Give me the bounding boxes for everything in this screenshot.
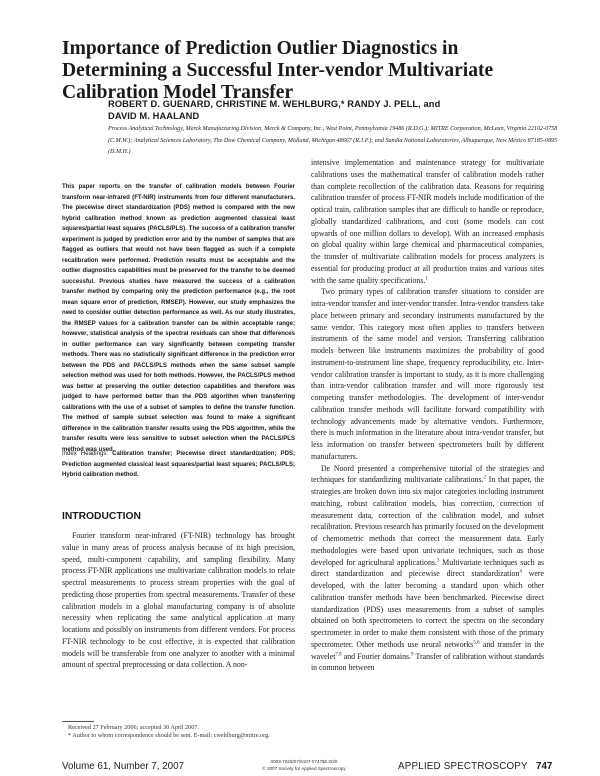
footnote-rule [62, 721, 94, 722]
citation-ref: 2 [483, 475, 486, 481]
p3-text-c: Multivariate techniques such as direct standardization and piecewise direct standardization [311, 557, 544, 579]
footer-volume: Volume 61, Number 7, 2007 [62, 761, 184, 772]
introduction-text [62, 530, 295, 724]
index-headings [62, 449, 295, 487]
paper-title: Importance of Prediction Outlier Diagnostics in Determining a Successful Inter-vendor Multivariate Calibration Model Transfer [62, 38, 494, 103]
copyright-line: © 2007 Society for Applied Spectroscopy [262, 766, 346, 771]
right-paragraph-3 [311, 463, 544, 675]
right-column-text [311, 157, 544, 741]
citation-ref: 3 [436, 557, 440, 563]
citation-ref: 4 [519, 569, 522, 575]
right-paragraph-1-text: intensive implementation and maintenance strategy for multivariate calibrations uses the mathematical transfer of calibration models rather than complete recollection of the calibration data. Reasons for requiring calibration transfer of process FT-NIR models include modification of the optical train, calibration samples that are difficult to handle or reproduce, globally standardized calibrations, and cost (some models can cost upwards of one million dollars to develop). With an increased emphasis on global quality within large chemical and pharmaceutical companies, the transfer of multivariate calibration models for process analyzers is essential for producing product at all production trains and various sites with the same quality specifications. [311, 158, 544, 285]
p3-text-b: In that paper, the strategies are broken down into six major categories including instrument matching, robust calibration models, bias correction, correction of measurement data, correction of the calibration model, and subset recalibration. Previous research has primarily focused on the development of chemometric methods that correct the measurement data. Early methodologies were based upon univariate techniques, such as those developed for agricultural applications. [311, 475, 544, 567]
index-headings-terms: Calibration transfer; Piecewise direct standardization; PDS; Prediction augmented classical least squares/partial least squares; PACLS/PLS; Hybrid calibration method. [62, 451, 295, 478]
author-list [108, 98, 548, 122]
footer-journal-name: APPLIED SPECTROSCOPY [398, 761, 528, 772]
citation-ref: 9 [411, 651, 414, 657]
affiliations: Process Analytical Technology, Merck Manufacturing Division, Merck & Company, Inc., West Point, Pennsylvania 19486 (R.D.G.); MITRE Corporation, McLean, Virginia 22102-0758 (C.M.W.); Analytical Sciences Laboratory, The Dow Chemical Company, Midland, Michigan 48667 (R.J.P.); and Sandia National Laboratories, Albuquerque, New Mexico 87185-0895 (D.M.H.) [108, 126, 558, 155]
introduction-heading: INTRODUCTION [62, 511, 141, 522]
right-paragraph-2: Two primary types of calibration transfer situations to consider are intra-vendor transfer and inter-vendor transfer. Intra-vendor transfers take place between primary and secondary instruments manufactured by the same vendor. This category most often applies to transfers between instruments of the same model and version. Transferring calibration models between like instruments maximizes the probability of good instrument-to-instrument line shape, frequency reproducibility, etc. Inter-vendor calibration transfer is important to study, as it is more challenging than intra-vendor calibration transfer and will more rigorously test competing transfer methodologies. The development of inter-vendor calibration transfer methods will facilitate forward compatibility with technology advancements made by alternative vendors. Furthermore, there is much information in the literature about intra-vendor transfer, but less information on transfer between spectrometers built by different manufacturers. [311, 287, 544, 461]
footnotes [62, 724, 295, 741]
p3-text-e: and transfer in the wavelet [311, 639, 544, 661]
index-headings-label: Index Headings: [62, 451, 109, 457]
citation-ref: 5,6 [473, 640, 480, 646]
footnote-author: * Author to whom correspondence should be sent. E-mail: cwehlburg@mitre.org. [68, 732, 270, 740]
footer-page-number: 747 [536, 761, 553, 772]
abstract: This paper reports on the transfer of calibration models between Fourier transform near-infrared (FT-NIR) instruments from four different manufacturers. The piecewise direct standardization (PDS) method is compared with the new hybrid calibration method known as prediction augmented classical least squares/partial least squares (PACLS/PLS). The success of a calibration transfer experiment is judged by prediction error and by the number of samples that are flagged as outliers that would not have been flagged as such if a complete recalibration were performed. Prediction results must be acceptable and the outlier diagnostics capabilities must be preserved for the transfer to be deemed successful. Previous studies have measured the success of a calibration transfer method by comparing only the prediction performance (e.g., the root mean square error of prediction, RMSEP). However, our study emphasizes the need to consider outlier detection performance as well. As our study illustrates, the RMSEP values for a calibration transfer can be within acceptable range; however, statistical analysis of the spectral residuals can show that differences in outlier performance can vary significantly between competing transfer methods. There was no statistically significant difference in the prediction error between the PDS and PACLS/PLS methods when the same subset sample selection method was used for both methods. However, the PACLS/PLS method was better at preserving the outlier detection capabilities and therefore was judged to have performed better than the PDS algorithm when transferring calibrations with the use of a subset of samples to define the transfer function. The method of sample subset selection was found to make a significant difference in the calibration transfer results using the PDS algorithm, while the transfer results were less sensitive to subset selection when the PACLS/PLS method was used. [62, 184, 295, 453]
p3-text-g: Transfer of calibration without standards in common between [311, 651, 545, 673]
issn-block [239, 758, 369, 772]
citation-ref: 7,8 [335, 651, 342, 657]
p3-text-d: were developed, with the latter becoming a standard upon which other calibration transfer methods have been benchmarked. Piecewise direct standardization (PDS) uses measurements from a subset of samples obtained on both spectrometers to correct the spectra on the secondary spectrometer in order to make them consistent with those of the primary spectrometer. Other methods use neural networks [311, 569, 544, 649]
introduction-paragraph: Fourier transform near-infrared (FT-NIR) technology has brought value in many areas of process analysis because of its high precision, speed, multi-component capability, and sampling flexibility. Many process FT-NIR applications use multivariate calibration models to relate spectral measurements to process stream properties with the goal of predicting those properties from spectral measurements. Transfer of these calibration models in a global manufacturing company is of absolute necessity when replicating the same analytical application at many locations and possibly on instruments from different vendors. For process FT-NIR technology to be cost effective, it is expected that calibration models will be transferable from one analyzer to another with a minimal amount of spectral preprocessing or data collection. A non- [62, 531, 295, 670]
authors-line-1: ROBERT D. GUENARD, CHRISTINE M. WEHLBURG,* RANDY J. PELL, and [108, 99, 441, 109]
issn-line: 0003-7028/07/6107-0747$2.00/0 [270, 759, 338, 764]
right-paragraph-1 [311, 157, 544, 286]
citation-ref: 1 [425, 275, 428, 281]
p3-text-f: and Fourier domains. [341, 651, 412, 661]
p3-text-a: De Noord presented a comprehensive tutorial of the strategies and techniques for standardizing multivariate calibrations. [311, 463, 544, 485]
authors-line-2: DAVID M. HAALAND [108, 111, 200, 121]
footnote-received: Received 27 February 2006; accepted 30 April 2007. [68, 724, 199, 731]
